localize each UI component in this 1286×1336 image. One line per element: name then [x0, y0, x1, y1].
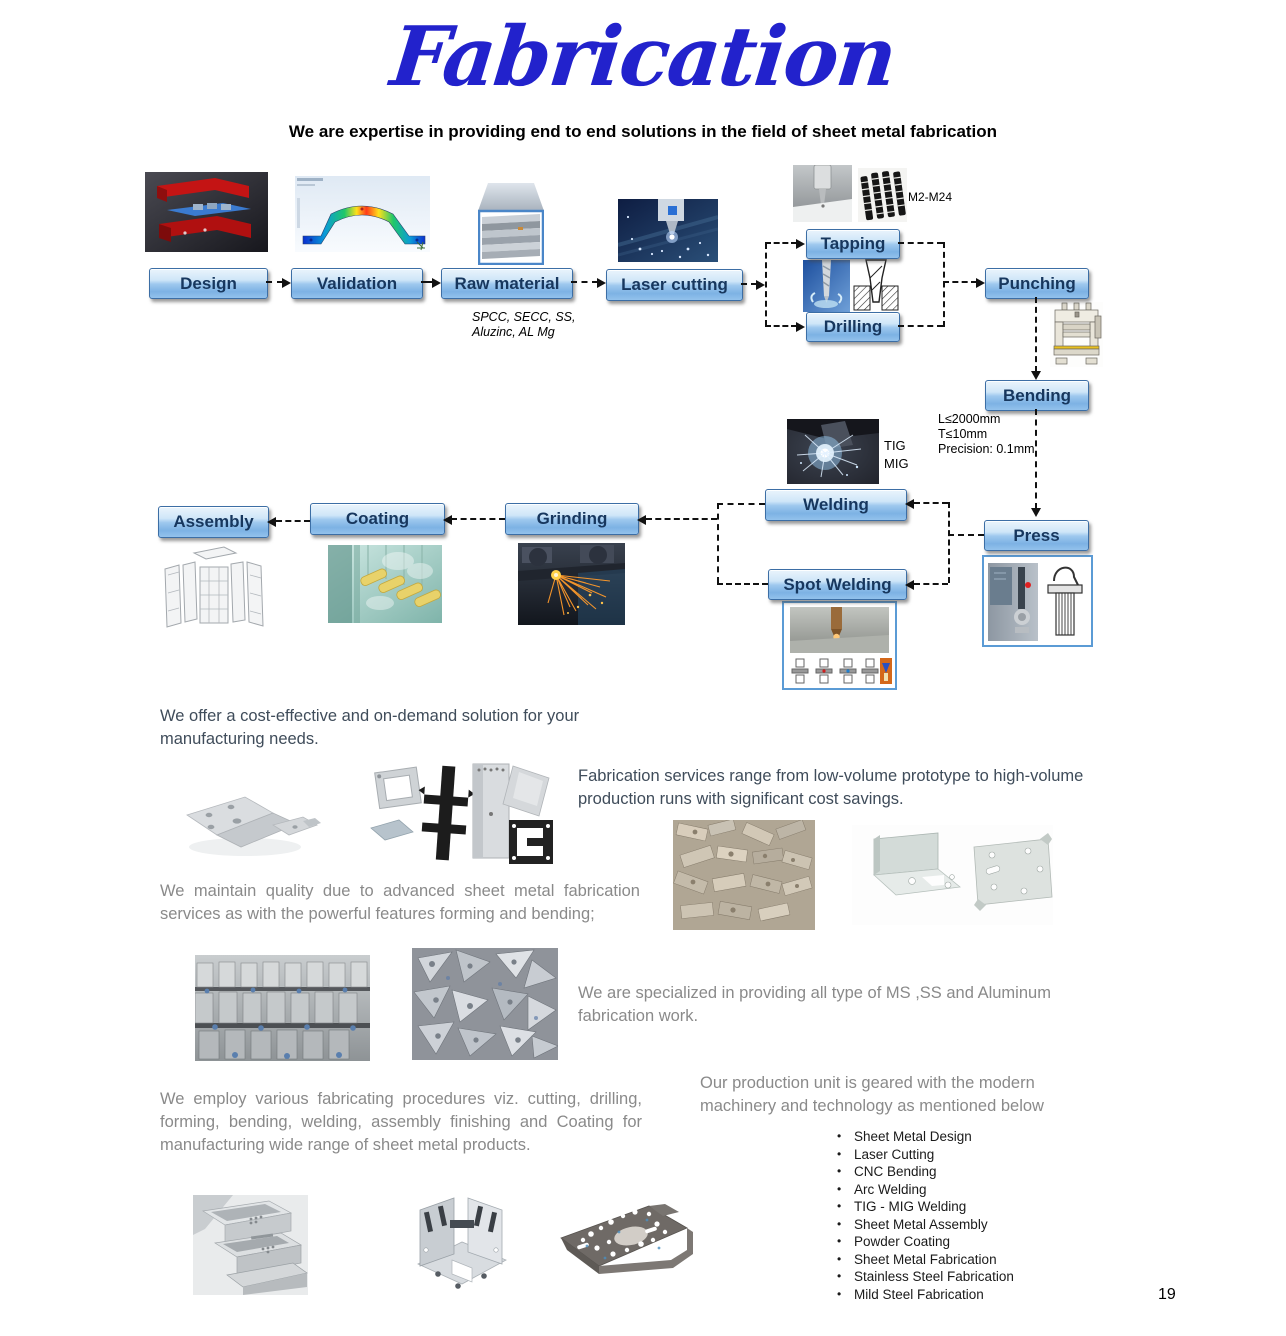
drilling-diagram [852, 258, 900, 313]
capability-item [835, 1286, 1014, 1304]
capability-label: Stainless Steel Fabrication [854, 1269, 1014, 1284]
flow-step-drilling-label: Drilling [823, 317, 883, 336]
flow-step-design [149, 268, 268, 299]
tapping-range-note: M2-M24 [908, 190, 953, 204]
laser-cutting-photo [618, 199, 718, 262]
flow-step-validation-label: Validation [316, 273, 398, 293]
flow-step-assembly [158, 506, 269, 538]
arrowhead [282, 278, 291, 288]
arrowhead [796, 239, 805, 249]
capability-item [835, 1146, 1014, 1164]
connector-branch-tapping [765, 242, 797, 244]
connector-welding-vertical [717, 503, 719, 583]
connector-press-spotwelding [914, 583, 948, 585]
flow-step-tapping [806, 229, 900, 259]
arrowhead [756, 280, 765, 290]
flow-step-punching-label: Punching [998, 273, 1076, 293]
metal-trays-photo [193, 1195, 308, 1295]
arrowhead [1031, 371, 1041, 380]
flow-step-welding [765, 489, 907, 521]
flow-step-laser-cutting [606, 269, 743, 301]
welding-type-note [884, 437, 909, 473]
arrowhead [905, 580, 914, 590]
connector-spotwelding-stub [717, 583, 768, 585]
bending-spec-note [938, 412, 1035, 457]
flow-step-bending [985, 380, 1089, 411]
capability-label: Sheet Metal Design [854, 1129, 972, 1144]
arrowhead [637, 515, 646, 525]
capability-item [835, 1233, 1014, 1251]
flow-step-raw-material [441, 268, 573, 299]
flow-step-press-label: Press [1013, 525, 1060, 545]
capability-item [835, 1128, 1014, 1146]
raw-material-note-line1: SPCC, SECC, SS, [472, 310, 576, 324]
flow-step-welding-label: Welding [803, 495, 869, 514]
capability-label: TIG - MIG Welding [854, 1199, 967, 1214]
assembly-drawing [160, 545, 267, 645]
paragraph-quality: We maintain quality due to advanced sheet metal fabrication services as with the powerful features forming and bending; [160, 882, 640, 923]
arrowhead [432, 278, 441, 288]
flow-step-bending-label: Bending [1003, 385, 1071, 405]
perforated-plate-photo [553, 1198, 693, 1298]
connector-laser-branch [741, 283, 757, 285]
bracket-rack-photo [195, 955, 370, 1061]
flow-step-coating [310, 503, 445, 535]
flow-step-spot-welding-label: Spot Welding [783, 574, 892, 594]
paragraph-services-range: Fabrication services range from low-volume prototype to high-volume production runs with significant cost savings. [578, 767, 1084, 808]
connector-bending-press [1035, 409, 1037, 509]
capability-item [835, 1251, 1014, 1269]
page-number: 19 [1158, 1286, 1176, 1303]
connector-welding-stub [717, 503, 765, 505]
stamped-parts-pile-photo [673, 820, 815, 930]
flow-step-coating-label: Coating [345, 509, 410, 528]
design-photo [145, 172, 268, 252]
paragraph-specialized: We are specialized in providing all type of MS ,SS and Aluminum fabrication work. [578, 984, 1051, 1025]
coating-photo [328, 545, 442, 623]
bending-spec-line3: Precision: 0.1mm [938, 442, 1035, 456]
assorted-parts-photo [363, 758, 555, 870]
connector-raw-laser [571, 281, 598, 283]
flow-step-grinding-label: Grinding [536, 509, 608, 528]
capability-item [835, 1163, 1014, 1181]
drilling-photo [803, 260, 850, 312]
connector-design-validation [266, 281, 283, 283]
flow-step-drilling [806, 312, 900, 342]
connector-join-punching [943, 281, 977, 283]
paragraph-production-unit: Our production unit is geared with the modern machinery and technology as mentioned below [700, 1074, 1044, 1115]
capability-label: Mild Steel Fabrication [854, 1286, 984, 1302]
capability-label: Sheet Metal Assembly [854, 1216, 988, 1232]
punching-machine-photo [1050, 302, 1103, 367]
connector-coating-assembly [276, 520, 310, 522]
welding-type-line1: TIG [884, 438, 906, 453]
tapping-photo [793, 165, 852, 222]
connector-branch-drilling [765, 325, 797, 327]
arrowhead [1031, 508, 1041, 517]
capability-label: Sheet Metal Fabrication [854, 1251, 997, 1267]
bending-spec-line1: L≤2000mm [938, 412, 1001, 426]
flow-step-punching [985, 268, 1089, 299]
bending-spec-line2: T≤10mm [938, 427, 988, 441]
welding-photo [787, 419, 879, 484]
page-title: Fabrication [386, 9, 900, 105]
paragraph-procedures: We employ various fabricating procedures viz. cutting, drilling, forming, bending, welding, assembly finishing and Coating for manufacturing wide range of sheet metal products. [160, 1090, 642, 1154]
validation-fea-photo [295, 176, 430, 252]
tapping-threads-photo [858, 168, 907, 222]
raw-material-photo [478, 183, 544, 265]
arrowhead [597, 278, 606, 288]
capability-item [835, 1216, 1014, 1234]
capability-item [835, 1181, 1014, 1199]
capability-item [835, 1198, 1014, 1216]
arrowhead [976, 278, 985, 288]
flow-step-laser-cutting-label: Laser cutting [621, 275, 728, 294]
connector-press-welding [914, 502, 948, 504]
flow-step-assembly-label: Assembly [173, 512, 254, 531]
connector-branch-vertical [765, 243, 767, 326]
chassis-bracket-photo [400, 1190, 520, 1305]
connector-punching-bending [1035, 297, 1037, 372]
capability-item [835, 1268, 1014, 1286]
flow-step-design-label: Design [180, 273, 237, 293]
connector-press-stub [948, 534, 984, 536]
raw-material-note [472, 310, 576, 340]
galvanized-brackets-photo [852, 825, 1053, 925]
connector-press-vertical [948, 502, 950, 583]
bracket-sample-photo [175, 783, 327, 865]
flow-step-raw-material-label: Raw material [454, 273, 560, 293]
capabilities-list [835, 1128, 1014, 1303]
connector-tapping-join [898, 242, 943, 244]
spot-welding-photo [782, 601, 897, 690]
flow-step-spot-welding [768, 569, 907, 600]
capability-label: CNC Bending [854, 1164, 937, 1179]
arrowhead [443, 515, 452, 525]
flow-step-grinding [505, 503, 639, 535]
capability-label: Arc Welding [854, 1181, 927, 1197]
flow-step-validation [291, 268, 423, 299]
arrowhead [796, 322, 805, 332]
welding-type-line2: MIG [884, 456, 909, 471]
raw-material-note-line2: Aluzinc, AL Mg [472, 325, 555, 339]
flow-step-press [984, 520, 1089, 551]
connector-drilling-join [898, 325, 943, 327]
welded-brackets-pile-photo [412, 948, 558, 1060]
paragraph-intro: We offer a cost-effective and on-demand solution for your manufacturing needs. [160, 707, 580, 748]
flow-step-tapping-label: Tapping [820, 234, 886, 253]
capability-label: Laser Cutting [854, 1146, 935, 1162]
grinding-photo [518, 543, 625, 625]
capability-label: Powder Coating [854, 1234, 951, 1249]
connector-join-vertical [943, 242, 945, 327]
connector-grinding-coating [451, 518, 505, 520]
arrowhead [905, 499, 914, 509]
arrowhead [267, 517, 276, 527]
connector-welding-grinding [646, 518, 717, 520]
press-detail-photo [982, 555, 1093, 647]
page-subtitle: We are expertise in providing end to end solutions in the field of sheet metal fabrication [288, 122, 998, 141]
